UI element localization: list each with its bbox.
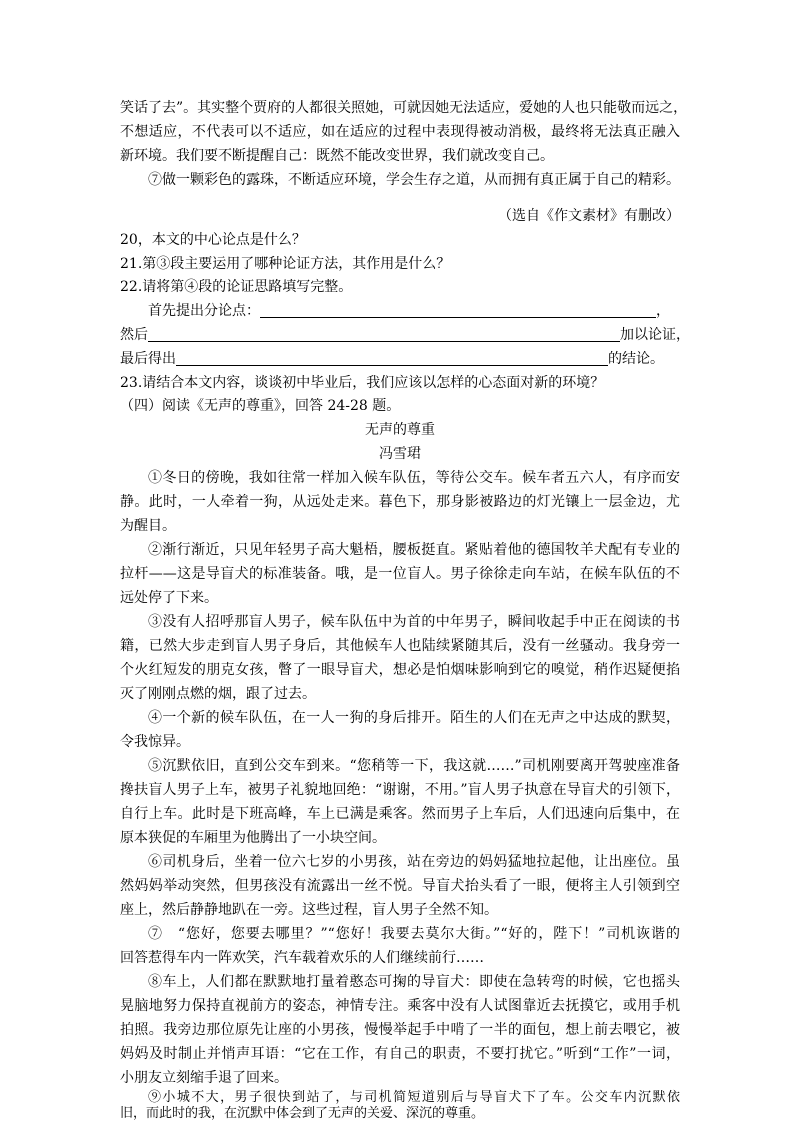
paragraph-5: 原本狭促的车厢里为他腾出了一小块空间。 bbox=[120, 830, 386, 846]
q22-label-1: 首先提出分论点： bbox=[148, 303, 260, 319]
question-20: 20，本文的中心论点是什么？ bbox=[120, 232, 306, 248]
question-22: 22.请将第④段的论证思路填写完整。 bbox=[120, 279, 353, 295]
paragraph-5: 自行上车。此时是下班高峰，车上已满是乘客。然而男子上车后，人们迅速向后集中，在 bbox=[120, 806, 680, 822]
paragraph-7-story: 回答惹得车内一阵欢笑，汽车载着欢乐的人们继续前行…… bbox=[120, 950, 484, 966]
paragraph-8: 妈妈及时制止并悄声耳语：“它在工作，有自己的职责，不要打扰它。”听到“工作”一词， bbox=[120, 1046, 680, 1062]
text-line: 笑话了去”。其实整个贾府的人都很关照她，可就因她无法适应，爱她的人也只能敬而远之， bbox=[120, 100, 688, 116]
paragraph-1: 静。此时，一人牵着一狗，从远处走来。暮色下，那身影被路边的灯光镶上一层金边，尤 bbox=[120, 494, 680, 510]
paragraph-7-story: ⑦ “您好，您要去哪里？”“您好！我要去莫尔大街。”“好的，陛下！”司机诙谐的 bbox=[148, 926, 680, 942]
paragraph-3: 籍，已然大步走到盲人男子身后，其他候车人也陆续紧随其后，没有一丝骚动。我身旁一 bbox=[120, 638, 680, 654]
answer-blank[interactable] bbox=[176, 348, 608, 366]
paragraph-2: 远处停了下来。 bbox=[120, 590, 218, 606]
paragraph-6: 然妈妈举动突然，但男孩没有流露出一丝不悦。导盲犬抬头看了一眼，便将主人引领到空 bbox=[120, 878, 680, 894]
story-title: 无声的尊重 bbox=[365, 422, 435, 438]
paragraph-5: ⑤沉默依旧，直到公交车到来。“您稍等一下，我这就……”司机刚要离开驾驶座准备 bbox=[148, 758, 680, 774]
answer-blank[interactable] bbox=[148, 324, 620, 342]
paragraph-3: 个火红短发的朋克女孩，瞥了一眼导盲犬，想必是怕烟味影响到它的嗅觉，稍作迟疑便掐 bbox=[120, 662, 680, 678]
paragraph-9: ⑨小城不大，男子很快到站了，与司机简短道别后与导盲犬下了车。公交车内沉默依 bbox=[148, 1090, 680, 1105]
paragraph-1: 为醒目。 bbox=[120, 518, 176, 534]
text-line: 新环境。我们要不断提醒自己：既然不能改变世界，我们就改变自己。 bbox=[120, 148, 554, 164]
paragraph-2: ②渐行渐近，只见年轻男子高大魁梧，腰板挺直。紧贴着他的德国牧羊犬配有专业的 bbox=[148, 542, 680, 558]
q22-fill-line-3 bbox=[120, 347, 680, 371]
q22-label-3: 最后得出 bbox=[120, 351, 176, 367]
question-21: 21.第③段主要运用了哪种论证方法，其作用是什么？ bbox=[120, 256, 451, 272]
q22-fill-line-1 bbox=[148, 299, 680, 323]
paragraph-8: 小朋友立刻缩手退了回来。 bbox=[120, 1070, 288, 1086]
section-heading: （四）阅读《无声的尊重》，回答 24-28 题。 bbox=[120, 398, 401, 414]
answer-blank[interactable] bbox=[260, 300, 656, 318]
text-line: 不想适应，不代表可以不适应，如在适应的过程中表现得被动消极，最终将无法真正融入 bbox=[120, 124, 680, 140]
paragraph-1: ①冬日的傍晚，我如往常一样加入候车队伍，等待公交车。候车者五六人，有序而安 bbox=[148, 470, 680, 486]
q22-suffix-2: 加以论证， bbox=[620, 327, 690, 343]
paragraph-4: ④一个新的候车队伍，在一人一狗的身后排开。陌生的人们在无声之中达成的默契， bbox=[148, 710, 680, 726]
q22-fill-line-2 bbox=[120, 323, 690, 347]
source-note: （选自《作文素材》有删改） bbox=[498, 208, 680, 224]
paragraph-2: 拉杆——这是导盲犬的标准装备。哦，是一位盲人。男子徐徐走向车站，在候车队伍的不 bbox=[120, 566, 680, 582]
paragraph-5: 搀扶盲人男子上车，被男子礼貌地回绝：“谢谢，不用。”盲人男子执意在导盲犬的引领下， bbox=[120, 782, 680, 798]
q22-suffix-3: 的结论。 bbox=[608, 351, 664, 367]
paragraph-7: ⑦做一颗彩色的露珠，不断适应环境，学会生存之道，从而拥有真正属于自己的精彩。 bbox=[148, 172, 680, 188]
paragraph-8: 晃脑地努力保持直视前方的姿态，神情专注。乘客中没有人试图靠近去抚摸它，或用手机 bbox=[120, 998, 680, 1014]
paragraph-8: ⑧车上，人们都在默默地打量着憨态可掬的导盲犬：即使在急转弯的时候，它也摇头 bbox=[148, 974, 680, 990]
question-23: 23.请结合本文内容，谈谈初中毕业后，我们应该以怎样的心态面对新的环境？ bbox=[120, 375, 605, 391]
q22-punct-1: ， bbox=[656, 303, 670, 319]
paragraph-3: 灭了刚刚点燃的烟，跟了过去。 bbox=[120, 686, 316, 702]
story-author: 冯雪珺 bbox=[379, 446, 421, 462]
paragraph-4: 令我惊异。 bbox=[120, 734, 190, 750]
paragraph-6: 座上，然后静静地趴在一旁。这些过程，盲人男子全然不知。 bbox=[120, 902, 498, 918]
paragraph-6: ⑥司机身后，坐着一位六七岁的小男孩，站在旁边的妈妈猛地拉起他，让出座位。虽 bbox=[148, 854, 680, 870]
paragraph-3: ③没有人招呼那盲人男子，候车队伍中为首的中年男子，瞬间收起手中正在阅读的书 bbox=[148, 614, 680, 630]
paragraph-8: 拍照。我旁边那位原先让座的小男孩，慢慢举起手中啃了一半的面包，想上前去喂它，被 bbox=[120, 1022, 680, 1038]
q22-label-2: 然后 bbox=[120, 327, 148, 343]
paragraph-9: 旧，而此时的我，在沉默中体会到了无声的关爱、深沉的尊重。 bbox=[120, 1106, 485, 1121]
